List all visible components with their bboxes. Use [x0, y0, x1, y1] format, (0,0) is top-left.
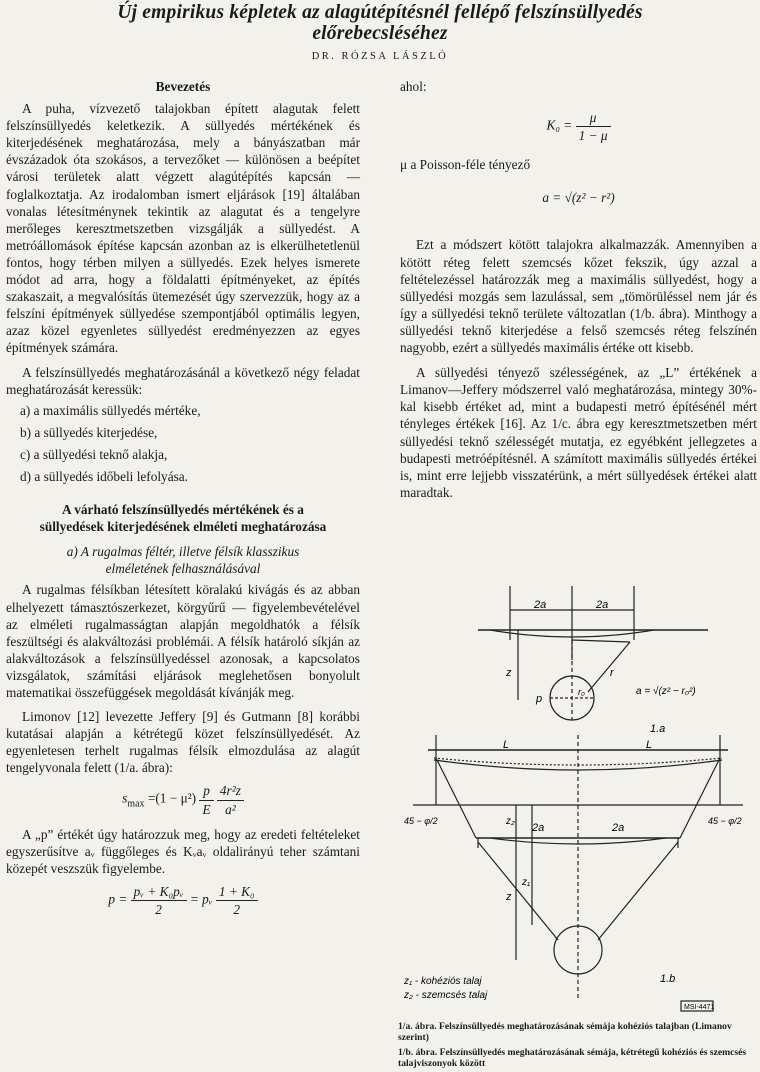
paragraph-limonov: Limonov [12] levezette Jeffery [9] és Gutmann [8] korábbi kutatásai alapján a kétrétegű közet felszínsüllyedését. Az egyenletesen terhelt rugalmas félsík elmozdulása az alagút tengelyvonala felett (1/a. ábra):	[6, 709, 360, 776]
intro-heading: Bevezetés	[155, 79, 211, 94]
formula-smax-frac2	[217, 782, 244, 817]
paragraph-intro: A puha, vízvezető talajokban épített alagutak felett felszínsüllyedés keletkezik. A süllyedés mértékének és kiterjedésének meghatározása, mely a bányászatban már évszázadok óta szokásos, a tervezőket — különösen a beépítet városi területek alatt végzett alagútépítés kapcsán — foglalkoztatja. Az irodalomban ismert eljárások [19] általában vonalas létesítménynek tekintik az alagutat és a tengelyre merőleges keresztmetszetben vizsgálják a süllyedést. A metróállomások építése kapcsán azonban az is elkerülhetetlenül fontos, hogy térben milyen a süllyedés. Ezek helyes ismerete módot ad arra, hogy a földalatti építményeket, az építés szakaszait, a megvalósítás ütemezését úgy szervezzük, hogy az a felszíni építmények süllyedése szempontjából optimális legyen, azaz közel egyenletes süllyedést eredményezzen az egyes építmények számára.	[6, 101, 360, 356]
sub-heading-line-1: a) A rugalmas féltér, illetve félsík klasszikus	[66, 544, 300, 560]
label-2a: 2a	[532, 822, 545, 834]
title-line-1: Új empirikus képletek az alagútépítésnél fellépő felszínsüllyedés	[117, 2, 643, 23]
label-2a: 2a	[596, 599, 609, 611]
figure-1	[398, 580, 758, 1017]
formula-smax-frac1	[199, 782, 213, 817]
section-heading-line-2: süllyedések kiterjedésének elméleti meghatározása	[39, 519, 327, 535]
formula-smax-s: s	[122, 791, 128, 807]
figure-stamp: MSI-4471	[684, 1004, 715, 1011]
right-column	[400, 78, 757, 501]
label-angle: 45 − φ/2	[708, 816, 742, 826]
title-line-2: előrebecsléséhez	[312, 23, 448, 44]
label-r: r	[610, 667, 614, 679]
paragraph-elastic: A rugalmas félsíkban létesített köralakú kivágás és az abban elhelyezett támasztószerkezet, körgyűrű — figyelembevételével az elméleti rugalmasságtan alapján megoldhatók a félsík feszültségi és alakváltozási problémái. A félsík határoló síkján az alakváltozások a felszínsüllyedéssel azonosak, a kapcsolatos vizsgálatok, számítási eljárások meglehetősen bonyolult matematikai összefüggések megoldását kívánják meg.	[6, 582, 360, 700]
frac-den: 1 − μ	[578, 128, 608, 144]
label-p: p	[536, 693, 543, 705]
article-title	[0, 2, 760, 44]
sub-heading-line-2: elméletének felhasználásával	[105, 561, 261, 577]
label-z: z	[506, 667, 512, 679]
list-item: d) a süllyedés időbeli lefolyása.	[20, 468, 189, 484]
legend-z2: z₂ - szemcsés talaj	[404, 990, 488, 1001]
frac-num: p	[199, 782, 213, 800]
caption-fig-1b: 1/b. ábra. Felszínsüllyedés meghatározásának sémája, kétrétegű kohéziós és szemcsés talajviszonyok között	[398, 1047, 747, 1069]
label-z: z	[506, 891, 512, 903]
ahol-label: ahol:	[400, 79, 427, 94]
frac-num: μ	[576, 109, 611, 127]
formula-smax	[6, 782, 360, 817]
legend-z1: z₁ - kohéziós talaj	[404, 976, 482, 987]
label-z1: z₁	[522, 877, 531, 888]
sub-heading	[6, 543, 360, 577]
formula-k0-left: K₀ =	[546, 117, 573, 133]
list-item: a) a maximális süllyedés mértéke,	[20, 402, 201, 418]
paragraph-tasks: A felszínsüllyedés meghatározásánál a következő négy feladat meghatározását keressük:	[6, 364, 360, 397]
label-a-formula: a = √(z² − r₀²)	[636, 686, 696, 697]
formula-p-left: p =	[108, 891, 128, 907]
label-fig-1a: 1.a	[650, 723, 666, 735]
frac-den: 2	[233, 902, 241, 918]
formula-k0	[400, 109, 757, 144]
formula-p-mid: = pᵥ	[189, 891, 213, 907]
formula-p-frac2	[216, 883, 258, 918]
frac-num: 1 + K₀	[216, 883, 258, 901]
frac-den: 2	[155, 902, 162, 918]
mu-definition: μ a Poisson-féle tényező	[400, 157, 531, 173]
formula-p-frac1	[131, 883, 187, 918]
label-L: L	[646, 739, 653, 751]
label-z2: z₂	[506, 816, 515, 827]
frac-den: E	[202, 801, 211, 817]
formula-k0-frac	[576, 109, 611, 144]
paragraph-bonded-soil: Ezt a módszert kötött talajokra alkalmazzák. Amennyiben a kötött réteg felett szemcsés kőzet fekszik, úgy azzal a feltételezéssel határozzák meg a maximális süllyedést, hogy a süllyedési mozgás sem lazulással, sem „tömörüléssel nem jár és így a süllyedési teknő területe változatlan (1/b. ábra). Minthogy a süllyedési teknő kiterjedése a felső szemcsés réteg felszínén nagyobb, ezért a süllyedés maximális értéke ott kisebb.	[400, 237, 757, 356]
label-L: L	[503, 739, 510, 751]
label-angle: 45 − φ/2	[404, 816, 438, 826]
formula-smax-mid: =(1 − μ²)	[147, 791, 197, 807]
list-item: b) a süllyedés kiterjedése,	[20, 424, 158, 440]
section-heading-line-1: A várható felszínsüllyedés mértékének és a	[62, 502, 304, 518]
formula-p	[6, 883, 360, 918]
formula-a: a = √(z² − r²)	[542, 190, 615, 206]
label-fig-1b: 1.b	[660, 973, 676, 985]
frac-den: a²	[225, 801, 236, 817]
label-r0: r₀	[578, 687, 585, 697]
caption-fig-1a: 1/a. ábra. Felszínsüllyedés meghatározásának sémája kohéziós talajban (Limanov szerint)	[398, 1021, 732, 1043]
section-heading	[6, 501, 360, 535]
label-2a: 2a	[612, 822, 625, 834]
author: DR. RÓZSA LÁSZLÓ	[311, 51, 449, 62]
left-column	[6, 78, 360, 918]
frac-num: pᵥ + K₀pᵥ	[131, 883, 187, 901]
paragraph-p-value: A „p” értékét úgy határozzuk meg, hogy az eredeti feltételeket egyszerűsítve aᵥ függőleges és Kᵥaᵥ oldalirányú teher számtani közepét veszszük figyelembe.	[6, 826, 360, 876]
formula-smax-sub: max	[127, 798, 145, 810]
label-2a: 2a	[534, 599, 547, 611]
frac-num: 4r²z	[217, 782, 244, 800]
paragraph-width: A süllyedési tényező szélességének, az „L” értékének a Limanov—Jeffery módszerrel való meghatározása, mintegy 30%-kal kisebb értéket ad, mint a budapesti metró építésénél mért tényleges értékek [16]. Az 1/c. ábra egy keresztmetszetben mért süllyedési teknő szélességét mutatja, ez egyébként jellegzetes a budapesti metróépítésnél. A számított maximális süllyedés értékei is, mint erre lejjebb visszatérünk, a mért süllyedések értékei alatt maradtak.	[400, 365, 757, 500]
list-item: c) a süllyedési teknő alakja,	[20, 446, 168, 462]
